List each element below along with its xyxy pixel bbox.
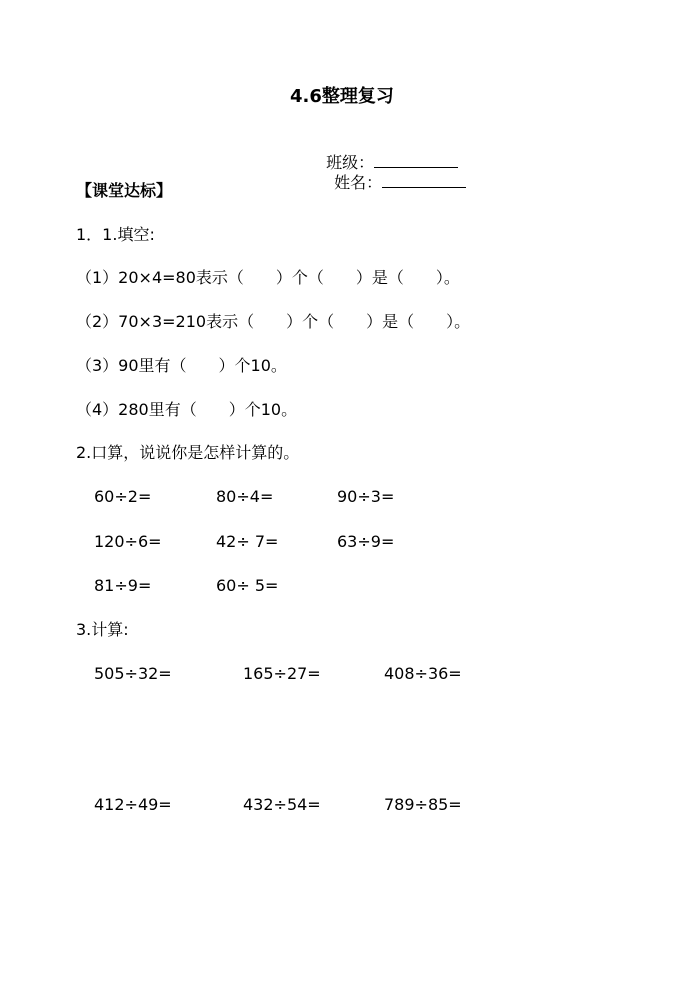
q3-problem: 165÷27= (243, 664, 321, 683)
name-blank[interactable] (382, 173, 466, 188)
q3-problem: 789÷85= (384, 795, 462, 814)
q3-problem: 505÷32= (94, 664, 172, 683)
q2-problem: 120÷6= (94, 532, 162, 551)
section-label: 【课堂达标】 (76, 181, 173, 200)
q2-problem: 80÷4= (216, 487, 274, 506)
class-blank[interactable] (374, 153, 458, 168)
q3-problem: 432÷54= (243, 795, 321, 814)
q1-item-3: （3）90里有（ ）个10。 (76, 356, 287, 375)
name-label: 姓名： (334, 173, 383, 192)
q2-problem: 42÷ 7= (216, 532, 279, 551)
q1-item-4: （4）280里有（ ）个10。 (76, 400, 298, 419)
q3-problem: 408÷36= (384, 664, 462, 683)
q2-problem: 90÷3= (337, 487, 395, 506)
q1-item-1: （1）20×4=80表示（ ）个（ ）是（ ）。 (76, 268, 460, 287)
q1-item-2: （2）70×3=210表示（ ）个（ ）是（ ）。 (76, 312, 471, 331)
q2-heading: 2.口算，说说你是怎样计算的。 (76, 443, 300, 462)
q2-problem: 60÷ 5= (216, 576, 279, 595)
q2-problem: 60÷2= (94, 487, 152, 506)
class-label: 班级： (326, 153, 375, 172)
page-title: 4.6整理复习 (290, 86, 394, 107)
q3-problem: 412÷49= (94, 795, 172, 814)
q2-problem: 81÷9= (94, 576, 152, 595)
q2-problem: 63÷9= (337, 532, 395, 551)
q1-heading: 1．1.填空: (76, 225, 155, 244)
q3-heading: 3.计算: (76, 620, 129, 639)
student-info (316, 133, 466, 193)
